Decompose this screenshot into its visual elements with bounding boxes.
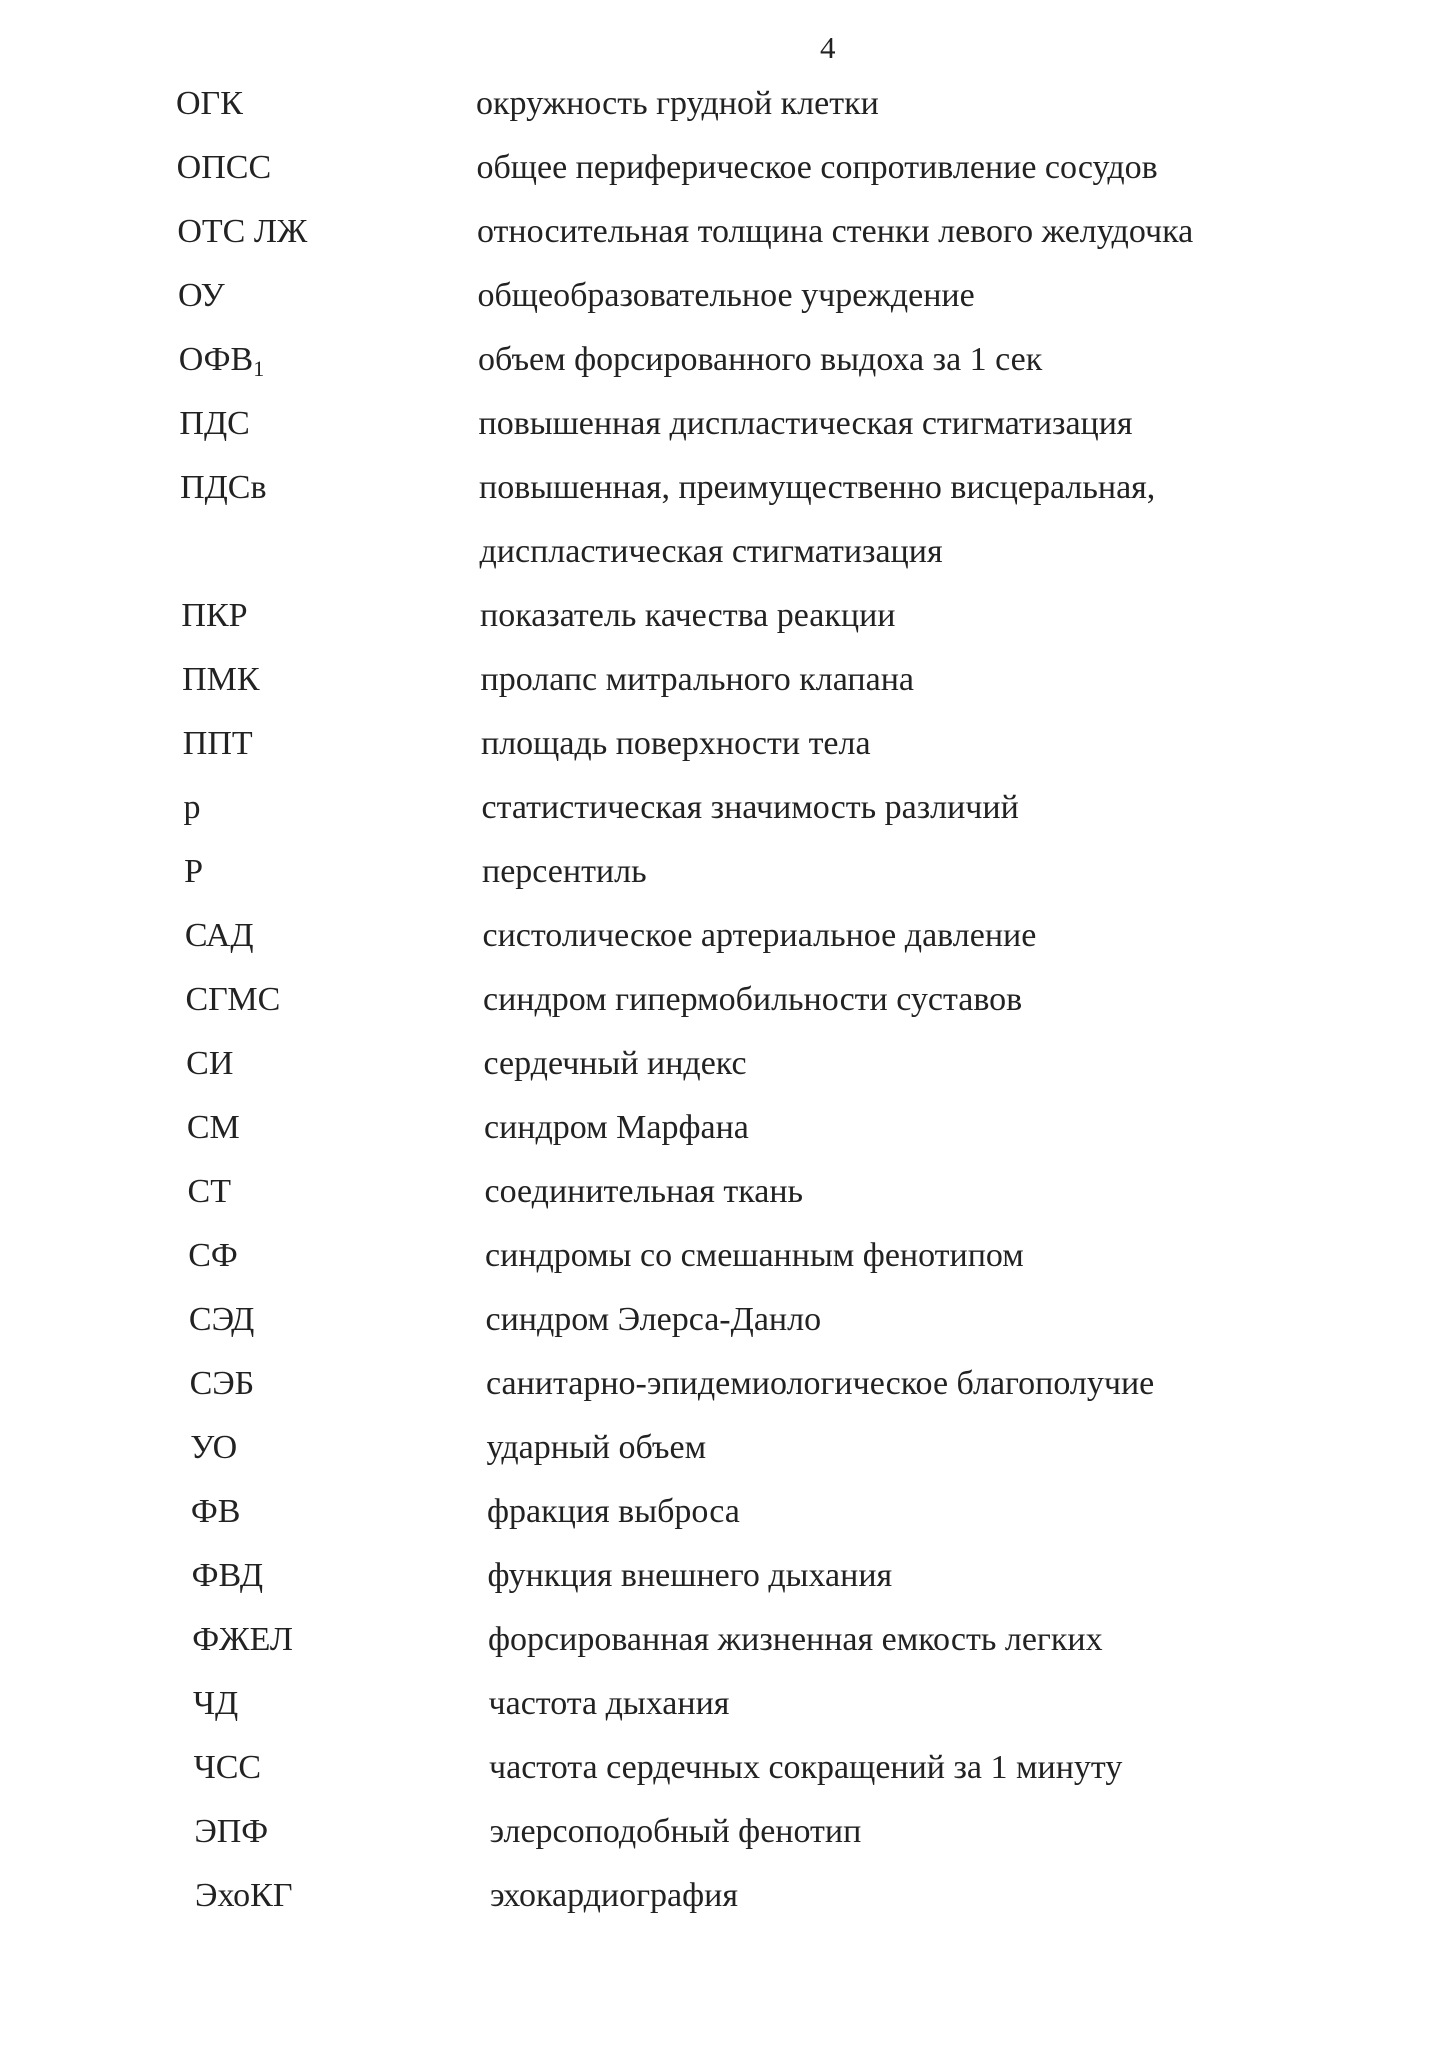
abbreviation-term-text: ЧСС xyxy=(193,1749,262,1786)
abbreviation-definition: эхокардиография xyxy=(490,1877,739,1914)
abbreviation-term-text: СИ xyxy=(186,1045,234,1082)
abbreviation-row xyxy=(0,912,1441,976)
abbreviation-term xyxy=(192,1616,293,1664)
abbreviation-definition: систолическое артериальное давление xyxy=(482,917,1037,954)
abbreviation-term-text: P xyxy=(184,853,204,890)
abbreviation-term-text: ЭПФ xyxy=(194,1813,269,1850)
abbreviation-term xyxy=(183,784,200,832)
abbreviation-definition: относительная толщина стенки левого желудочка xyxy=(477,213,1194,250)
abbreviation-term-text: ОПСС xyxy=(176,149,272,186)
abbreviation-row xyxy=(0,80,1441,144)
abbreviation-term xyxy=(177,144,271,192)
abbreviation-row xyxy=(0,400,1441,464)
abbreviation-row xyxy=(0,656,1441,720)
abbreviation-term xyxy=(179,400,249,448)
abbreviation-term xyxy=(186,1040,233,1088)
abbreviation-term-text: ФЖЕЛ xyxy=(192,1621,293,1658)
abbreviation-term-text: ОФВ xyxy=(178,341,254,378)
abbreviation-row xyxy=(0,272,1441,336)
abbreviation-definition: повышенная, преимущественно висцеральная, xyxy=(479,469,1156,506)
abbreviation-term-text: p xyxy=(183,789,201,826)
abbreviation-row xyxy=(0,1296,1441,1360)
abbreviation-term-text: ФВД xyxy=(191,1557,264,1594)
abbreviation-term xyxy=(189,1296,254,1344)
abbreviation-row xyxy=(0,528,1441,592)
abbreviation-definition: синдром Марфана xyxy=(484,1109,749,1146)
abbreviation-definition: форсированная жизненная емкость легких xyxy=(488,1621,1103,1658)
abbreviation-definition: статистическая значимость различий xyxy=(481,789,1019,826)
abbreviation-term-text: СГМС xyxy=(185,981,281,1018)
abbreviation-definition: функция внешнего дыхания xyxy=(487,1557,893,1594)
abbreviation-row xyxy=(0,208,1441,272)
abbreviation-row xyxy=(0,592,1441,656)
abbreviation-definition: площадь поверхности тела xyxy=(481,725,871,762)
abbreviation-definition: частота дыхания xyxy=(488,1685,730,1722)
abbreviation-definition: синдром гипермобильности суставов xyxy=(483,981,1023,1018)
abbreviation-term xyxy=(176,80,243,128)
abbreviation-row xyxy=(0,464,1441,528)
abbreviation-term xyxy=(179,336,265,384)
abbreviation-term xyxy=(191,1488,241,1536)
abbreviation-row xyxy=(0,1552,1441,1616)
abbreviation-term xyxy=(190,1360,255,1408)
abbreviation-definition: пролапс митрального клапана xyxy=(480,661,914,698)
abbreviation-definition: персентиль xyxy=(482,853,647,890)
abbreviation-row xyxy=(0,848,1441,912)
abbreviation-definition: общеобразовательное учреждение xyxy=(477,277,975,314)
abbreviation-row xyxy=(0,1360,1441,1424)
abbreviation-term xyxy=(186,976,281,1024)
abbreviation-term xyxy=(182,656,259,704)
abbreviation-definition: повышенная диспластическая стигматизация xyxy=(478,405,1133,442)
abbreviation-term xyxy=(194,1808,268,1856)
abbreviation-term-text: ФВ xyxy=(190,1493,241,1530)
abbreviation-term xyxy=(192,1552,263,1600)
abbreviation-row xyxy=(0,1616,1441,1680)
abbreviation-definition: фракция выброса xyxy=(487,1493,740,1530)
abbreviation-term-text: ОГК xyxy=(176,85,243,122)
abbreviation-term xyxy=(194,1744,261,1792)
abbreviation-definition: санитарно-эпидемиологическое благополучие xyxy=(486,1365,1155,1402)
abbreviation-definition: объем форсированного выдоха за 1 сек xyxy=(478,341,1043,378)
abbreviation-term xyxy=(188,1232,238,1280)
abbreviation-term-text: ОУ xyxy=(178,277,225,314)
abbreviation-list xyxy=(0,80,1441,1936)
abbreviation-row xyxy=(0,336,1441,400)
abbreviation-term xyxy=(184,848,203,896)
abbreviation-definition: общее периферическое сопротивление сосудов xyxy=(476,149,1158,186)
abbreviation-definition: синдром Элерса-Данло xyxy=(485,1301,822,1338)
abbreviation-term xyxy=(190,1424,237,1472)
abbreviation-term-text: ПКР xyxy=(181,597,248,634)
abbreviation-term-text: СМ xyxy=(186,1109,240,1146)
abbreviation-row xyxy=(0,144,1441,208)
abbreviation-definition: сердечный индекс xyxy=(483,1045,747,1082)
abbreviation-term xyxy=(180,464,266,512)
page-number: 4 xyxy=(820,30,836,65)
abbreviation-term xyxy=(177,208,307,256)
abbreviation-definition: элерсоподобный фенотип xyxy=(489,1813,862,1850)
abbreviation-term-text: СЭД xyxy=(188,1301,255,1338)
abbreviation-row xyxy=(0,976,1441,1040)
abbreviation-term-text: СЭБ xyxy=(189,1365,255,1402)
abbreviation-term-text: СФ xyxy=(188,1237,238,1274)
abbreviation-term-text: ППТ xyxy=(182,725,253,762)
abbreviation-row xyxy=(0,1104,1441,1168)
abbreviation-row xyxy=(0,1040,1441,1104)
abbreviation-row xyxy=(0,1168,1441,1232)
abbreviation-row xyxy=(0,1808,1441,1872)
abbreviation-term xyxy=(188,1168,231,1216)
abbreviation-term-text: ЭхоКГ xyxy=(195,1877,293,1914)
abbreviation-term xyxy=(185,912,254,960)
abbreviation-definition: диспластическая стигматизация xyxy=(479,533,943,570)
abbreviation-row xyxy=(0,720,1441,784)
abbreviation-term-text: ПДСв xyxy=(180,469,267,506)
abbreviation-definition: окружность грудной клетки xyxy=(476,85,879,122)
abbreviation-definition: соединительная ткань xyxy=(484,1173,804,1210)
abbreviation-term-text: ПДС xyxy=(179,405,250,442)
abbreviation-term xyxy=(195,1872,292,1920)
abbreviation-term-text: ПМК xyxy=(182,661,260,698)
abbreviation-term-text: СТ xyxy=(187,1173,231,1210)
abbreviation-term-text: ЧД xyxy=(192,1685,239,1722)
abbreviation-row xyxy=(0,1744,1441,1808)
abbreviation-subscript: 1 xyxy=(253,356,265,381)
abbreviation-definition: показатель качества реакции xyxy=(480,597,896,634)
abbreviation-definition: синдромы со смешанным фенотипом xyxy=(485,1237,1024,1274)
abbreviation-term-text: САД xyxy=(184,917,254,954)
abbreviation-term xyxy=(187,1104,240,1152)
abbreviation-term-text: ОТС ЛЖ xyxy=(177,213,308,250)
abbreviation-row xyxy=(0,1488,1441,1552)
abbreviation-term xyxy=(193,1680,238,1728)
abbreviation-row xyxy=(0,1424,1441,1488)
abbreviation-row xyxy=(0,784,1441,848)
abbreviation-term xyxy=(178,272,225,320)
abbreviation-term xyxy=(181,592,247,640)
abbreviation-definition: ударный объем xyxy=(486,1429,707,1466)
abbreviation-row xyxy=(0,1232,1441,1296)
abbreviation-definition: частота сердечных сокращений за 1 минуту xyxy=(489,1749,1123,1786)
abbreviation-term-text: УО xyxy=(190,1429,238,1466)
abbreviation-term xyxy=(183,720,253,768)
abbreviation-row xyxy=(0,1680,1441,1744)
abbreviation-row xyxy=(0,1872,1441,1936)
